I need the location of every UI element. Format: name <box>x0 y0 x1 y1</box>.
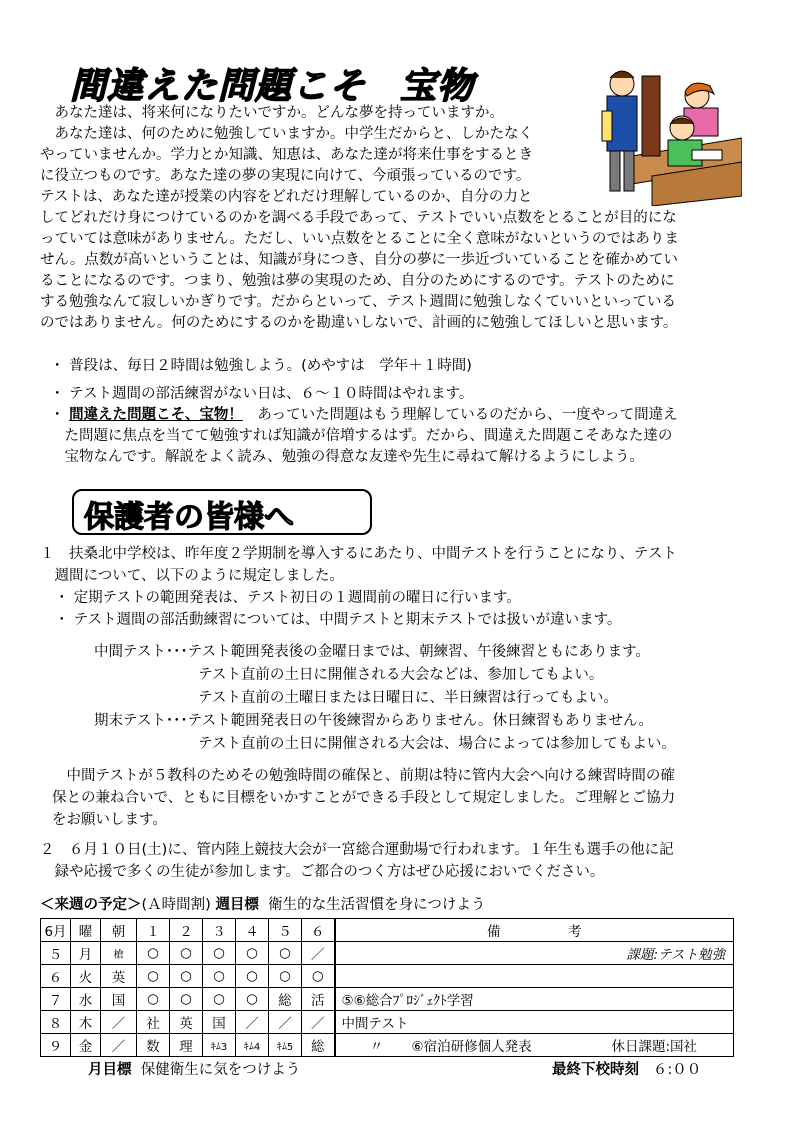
title-sub: 宝物 <box>400 66 475 107</box>
table-row: ５ 月 槍 ○ ○ ○ ○ ○ ／ 課題:テスト勉強 <box>41 942 734 965</box>
final-dismissal-time: 最終下校時刻 ６:００ <box>552 1062 702 1078</box>
schedule-table <box>40 918 734 1057</box>
study-bullet-1: ・ 普段は、毎日２時間は勉強しよう。(めやすは 学年＋１時間) <box>50 358 472 374</box>
schedule-heading: ＜来週の予定＞(Ａ時間割) 週目標 衛生的な生活習慣を身につけよう <box>40 897 486 913</box>
table-row: ９ 金 ／ 数 理 ｷﾑ3 ｷﾑ4 ｷﾑ5 総 〃 ⑥宿泊研修個人発表 休日課題:国社 <box>41 1034 734 1057</box>
closing-paragraph: 中間テストが５教科のためその勉強時間の確保と、前期は特に管内大会へ向ける練習時間の確 保との兼ね合いで、ともに目標をいかすことができる手段として規定しました。ご理解とご協力 をお願いします。 <box>52 768 676 828</box>
notice-item-1: １ 扶桑北中学校は、昨年度２学期制を導入するにあたり、中間テストを行うことになり、テスト 週間について、以下のように規定しました。 ・ 定期テストの範囲発表は、テスト初日の１週間前の曜日に行います。 ・ テスト週間の部活動練習については、中間テストと期末テストでは扱いが違います。 <box>40 546 677 628</box>
month-goal: 月目標 保健衛生に気をつけよう <box>88 1062 301 1078</box>
table-row: ７ 水 国 ○ ○ ○ ○ 総 活 ⑤⑥総合ﾌﾟﾛｼﾞｪｸﾄ学習 <box>41 988 734 1011</box>
parents-title: 保護者の皆様へ <box>84 500 294 535</box>
study-bullet-2: ・ テスト週間の部活練習がない日は、６～１０時間はやれます。 <box>50 386 474 402</box>
study-bullet-3: ・ 間違えた問題こそ、宝物！ あっていた問題はもう理解しているのだから、一度やって間違え た問題に焦点を当てて勉強すれば知識が倍増するはず。だから、間違えた問題こそあなた達の 宝物なんです。解説をよく読み、勉強の得意な友達や先生に尋ねて解けるようにしよう。 <box>50 407 678 465</box>
table-header-row: 6月 曜 朝 １ ２ ３ ４ ５ ６ 備 考 <box>41 919 734 942</box>
rule-final-tournament: テスト直前の土日に開催される大会は、場合によっては参加してもよい。 <box>198 736 676 752</box>
rule-midterm-halfday: テスト直前の土曜日または日曜日に、半日練習は行ってもよい。 <box>198 690 618 706</box>
rule-final: 期末テスト･･･テスト範囲発表日の午後練習からありません。休日練習もありません。 <box>94 713 653 729</box>
notice-item-2: ２ ６月１０日(土)に、管内陸上競技大会が一宮総合運動場で行われます。１年生も選手の他に記 録や応援で多くの生徒が参加します。ご都合のつく方はぜひ応援においでください。 <box>40 842 674 880</box>
emphasis-text: 間違えた問題こそ、宝物！ <box>69 407 243 423</box>
intro-paragraph: あなた達は、将来何になりたいですか。どんな夢を持っていますか。 あなた達は、何のために勉強していますか。中学生だからと、しかたなく やっていませんか。学力とか知識、知恵は、あなた達が将来仕事をするとき に役立つものです。あなた達の夢の実現に向けて、今頑張っているのです。 テストは、あなた達が授業の内容をどれだけ理解しているのか、自分の力と してどれだけ身につけているのかを調べる手段であって、テストでいい点数をとることが目的にな っていては意味がありません。ただし、いい点数をとることに全く意味がないというのではありま せん。点数が高いということは、知識が身につき、自分の夢に一歩近づいていることを確かめてい ることになるのです。つまり、勉強は夢の実現のため、自分のためにするのです。テストのために する勉強なんて寂しいかぎりです。だからといって、テスト週間に勉強しなくていいといっている のではありません。何のためにするのかを勘違いしないで、計画的に勉強してほしいと思います。 <box>40 105 679 331</box>
table-row: ６ 火 英 ○ ○ ○ ○ ○ ○ <box>41 965 734 988</box>
rule-midterm-tournament: テスト直前の土日に開催される大会などは、参加してもよい。 <box>198 667 604 683</box>
rule-midterm: 中間テスト･･･テスト範囲発表後の金曜日までは、朝練習、午後練習ともにあります。 <box>94 644 650 660</box>
page-title <box>70 58 474 109</box>
title-main: 間違えた問題こそ <box>70 66 367 107</box>
table-row: ８ 木 ／ 社 英 国 ／ ／ ／ 中間テスト <box>41 1011 734 1034</box>
